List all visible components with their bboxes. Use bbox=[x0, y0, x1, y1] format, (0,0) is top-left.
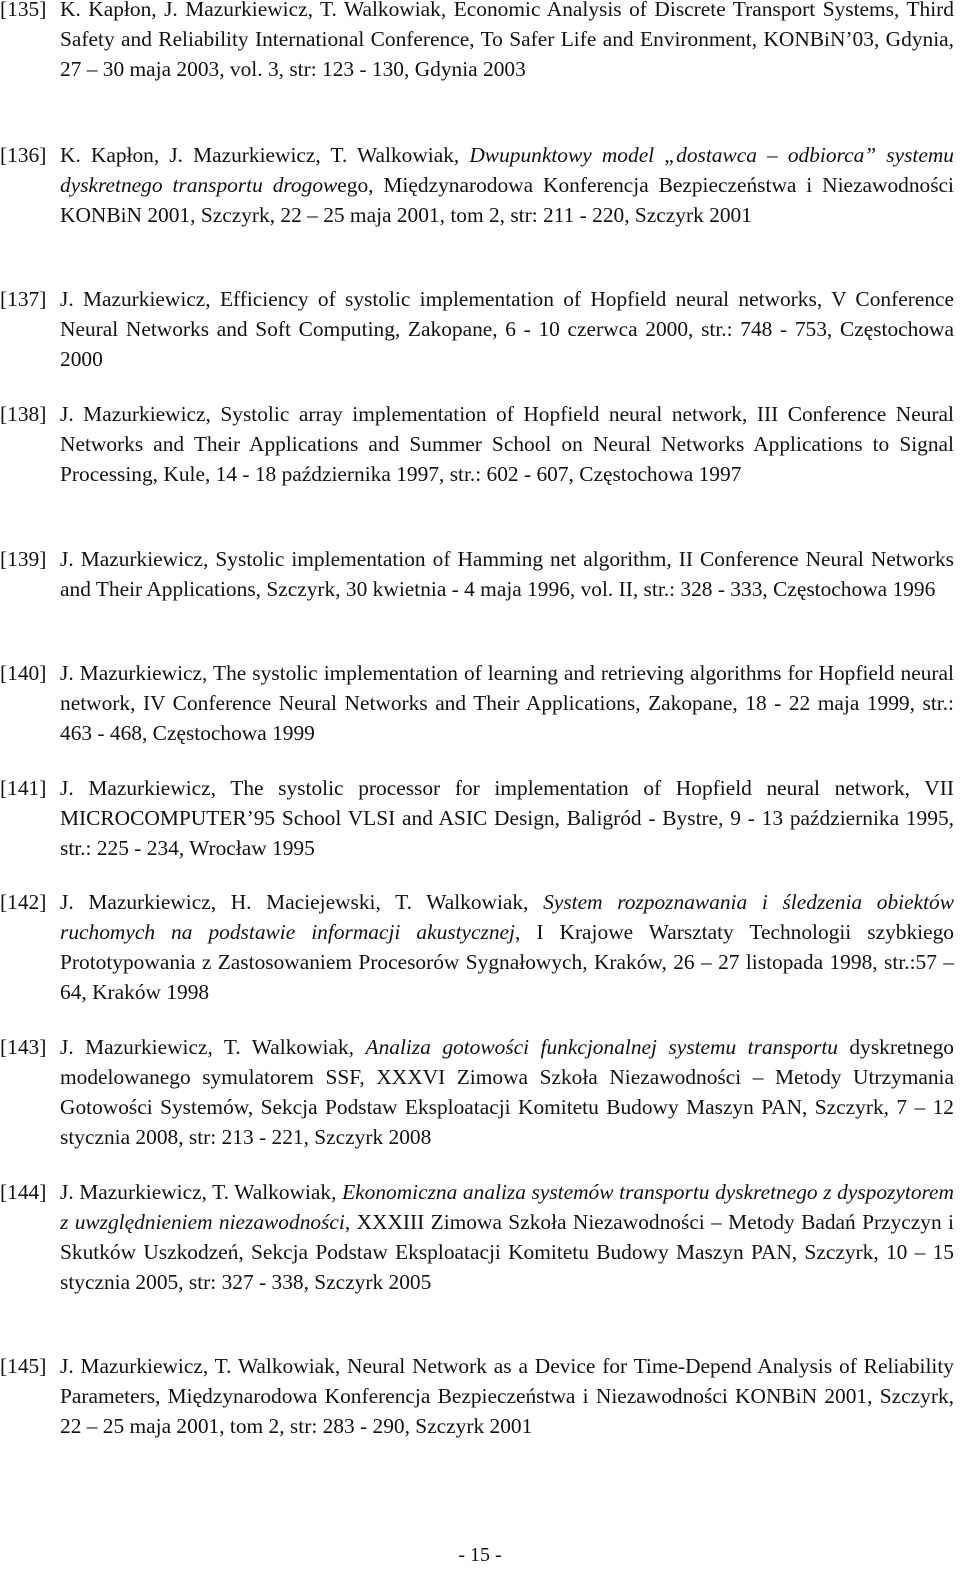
reference-number: [142] bbox=[0, 890, 47, 914]
reference-text: J. Mazurkiewicz, Systolic array implementation of Hopfield neural network, III Conference Neural Networks and Their Applications and Summer School on Neural Networks Applications to Signal Processing, Kule, 14 - 18 października 1997, str.: 602 - 607, Częstochowa 1997 bbox=[60, 402, 954, 486]
reference-number: [141] bbox=[0, 776, 47, 800]
reference-title: Dwupunktowy model „dostawca – odbiorca” systemu dyskretnego transportu drogow bbox=[60, 143, 954, 197]
reference-number: [140] bbox=[0, 661, 47, 685]
reference-item bbox=[0, 140, 954, 230]
reference-item bbox=[0, 1351, 954, 1441]
reference-text: J. Mazurkiewicz, T. Walkowiak, Neural Network as a Device for Time-Depend Analysis of Reliability Parameters, Międzynarodowa Konferencja Bezpieczeństwa i Niezawodności KONBiN 2001, Szczyrk, 22 – 25 maja 2001, tom 2, str: 283 - 290, Szczyrk 2001 bbox=[60, 1354, 954, 1438]
reference-number: [137] bbox=[0, 287, 47, 311]
reference-text: J. Mazurkiewicz, H. Maciejewski, T. Walkowiak, bbox=[60, 890, 544, 914]
reference-text-tail: , XXXIII Zimowa Szkoła Niezawodności – Metody Badań Przyczyn i Skutków Uszkodzeń, Sekcja Podstaw Eksploatacji Komitetu Budowy Maszyn PAN, Szczyrk, 10 – 15 stycznia 2005, str: 327 - 338, Szczyrk 2005 bbox=[60, 1210, 954, 1294]
reference-number: [136] bbox=[0, 143, 47, 167]
reference-text-tail: dyskretnego modelowanego symulatorem SSF, XXXVI Zimowa Szkoła Niezawodności – Metody Utrzymania Gotowości Systemów, Sekcja Podstaw Eksploatacji Komitetu Budowy Maszyn PAN, Szczyrk, 7 – 12 stycznia 2008, str: 213 - 221, Szczyrk 2008 bbox=[60, 1035, 954, 1149]
reference-text: J. Mazurkiewicz, The systolic processor for implementation of Hopfield neural network, VII MICROCOMPUTER’95 School VLSI and ASIC Design, Baligród - Bystre, 9 - 13 października 1995, str.: 225 - 234, Wrocław 1995 bbox=[60, 776, 954, 860]
reference-number: [143] bbox=[0, 1035, 47, 1059]
reference-number: [135] bbox=[0, 0, 47, 21]
reference-title: Ekonomiczna analiza systemów transportu dyskretnego z dyspozytorem z uwzględnieniem niezawodności bbox=[60, 1180, 954, 1234]
reference-title: System rozpoznawania i śledzenia obiektów ruchomych na podstawie informacji akustycznej bbox=[60, 890, 954, 944]
reference-text: K. Kapłon, J. Mazurkiewicz, T. Walkowiak, bbox=[60, 143, 470, 167]
reference-number: [144] bbox=[0, 1180, 47, 1204]
reference-text: K. Kapłon, J. Mazurkiewicz, T. Walkowiak, Economic Analysis of Discrete Transport Systems, Third Safety and Reliability International Conference, To Safer Life and Environment, KONBiN’03, Gdynia, 27 – 30 maja 2003, vol. 3, str: 123 - 130, Gdynia 2003 bbox=[60, 0, 954, 81]
reference-item bbox=[0, 0, 954, 84]
reference-number: [138] bbox=[0, 402, 47, 426]
reference-item bbox=[0, 887, 954, 1007]
reference-title: Analiza gotowości funkcjonalnej systemu transportu bbox=[365, 1035, 838, 1059]
reference-item bbox=[0, 1177, 954, 1297]
reference-number: [139] bbox=[0, 547, 47, 571]
reference-text: J. Mazurkiewicz, The systolic implementation of learning and retrieving algorithms for Hopfield neural network, IV Conference Neural Networks and Their Applications, Zakopane, 18 - 22 maja 1999, str.: 463 - 468, Częstochowa 1999 bbox=[60, 661, 954, 745]
reference-item bbox=[0, 773, 954, 863]
reference-item bbox=[0, 658, 954, 748]
reference-text-tail: ego, Międzynarodowa Konferencja Bezpieczeństwa i Niezawodności KONBiN 2001, Szczyrk, 22 – 25 maja 2001, tom 2, str: 211 - 220, Szczyrk 2001 bbox=[60, 173, 954, 227]
reference-text: J. Mazurkiewicz, Systolic implementation of Hamming net algorithm, II Conference Neural Networks and Their Applications, Szczyrk, 30 kwietnia - 4 maja 1996, vol. II, str.: 328 - 333, Częstochowa 1996 bbox=[60, 547, 954, 601]
reference-item bbox=[0, 544, 954, 604]
page-number: - 15 - bbox=[458, 1544, 502, 1566]
reference-text-tail: , I Krajowe Warsztaty Technologii szybkiego Prototypowania z Zastosowaniem Procesorów Sygnałowych, Kraków, 26 – 27 listopada 1998, str.:57 – 64, Kraków 1998 bbox=[60, 920, 955, 1004]
reference-text: J. Mazurkiewicz, Efficiency of systolic implementation of Hopfield neural networks, V Conference Neural Networks and Soft Computing, Zakopane, 6 - 10 czerwca 2000, str.: 748 - 753, Częstochowa 2000 bbox=[60, 287, 954, 371]
reference-item bbox=[0, 284, 954, 374]
reference-item bbox=[0, 1032, 954, 1152]
reference-number: [145] bbox=[0, 1354, 47, 1378]
reference-text: J. Mazurkiewicz, T. Walkowiak, bbox=[60, 1180, 343, 1204]
reference-item bbox=[0, 399, 954, 489]
reference-text: J. Mazurkiewicz, T. Walkowiak, bbox=[60, 1035, 366, 1059]
